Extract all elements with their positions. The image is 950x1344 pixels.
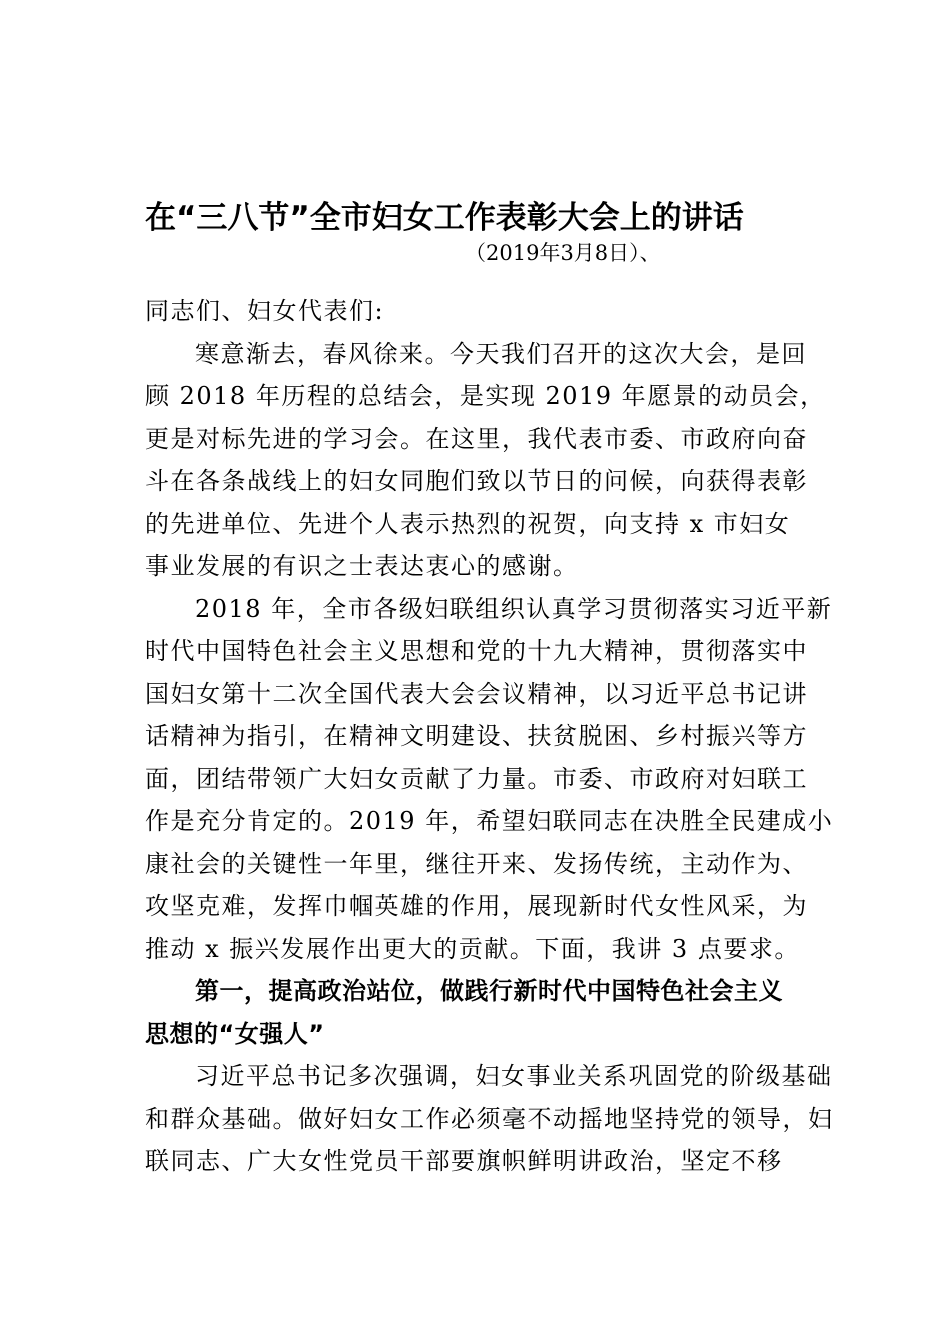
paragraph-review <box>145 588 834 971</box>
paragraph-line: 的先进单位、先进个人表示热烈的祝贺，向支持 x 市妇女 <box>145 509 791 538</box>
heading-line: 第一，提高政治站位，做践行新时代中国特色社会主义 <box>195 977 783 1005</box>
paragraph-politics <box>145 1055 834 1183</box>
document-title: 在“三八节”全市妇女工作表彰大会上的讲话 <box>145 200 744 236</box>
heading-line: 思想的“女强人” <box>145 1019 325 1048</box>
paragraph-opening <box>145 333 825 588</box>
paragraph-line: 事业发展的有识之士表达衷心的感谢。 <box>145 552 579 580</box>
paragraph-line: 寒意渐去，春风徐来。今天我们召开的这次大会，是回 <box>195 339 807 368</box>
paragraph-line: 习近平总书记多次强调，妇女事业关系巩固党的阶级基础 <box>195 1062 833 1090</box>
paragraph-line: 作是充分肯定的。2019 年，希望妇联同志在决胜全民建成小 <box>145 807 834 835</box>
document-date: （2019年3月8日）、 <box>465 241 661 265</box>
paragraph-line: 康社会的关键性一年里，继往开来、发扬传统，主动作为、 <box>145 849 808 878</box>
paragraph-line: 更是对标先进的学习会。在这里，我代表市委、市政府向奋 <box>145 424 808 453</box>
paragraph-line: 面，团结带领广大妇女贡献了力量。市委、市政府对妇联工 <box>145 764 808 793</box>
paragraph-line: 时代中国特色社会主义思想和党的十九大精神，贯彻落实中 <box>145 637 808 665</box>
paragraph-line: 推动 x 振兴发展作出更大的贡献。下面，我讲 3 点要求。 <box>145 934 800 963</box>
paragraph-line: 话精神为指引，在精神文明建设、扶贫脱困、乡村振兴等方 <box>145 722 808 750</box>
paragraph-line: 攻坚克难，发挥巾帼英雄的作用，展现新时代女性风采，为 <box>145 892 808 920</box>
paragraph-line: 斗在各条战线上的妇女同胞们致以节日的问候，向获得表彰 <box>145 467 808 495</box>
section-heading-first <box>145 970 825 1055</box>
document-body <box>145 290 834 1183</box>
paragraph-line: 和群众基础。做好妇女工作必须毫不动摇地坚持党的领导，妇 <box>145 1104 834 1133</box>
salutation: 同志们、妇女代表们: <box>145 297 385 325</box>
paragraph-line: 2018 年，全市各级妇联组织认真学习贯彻落实习近平新 <box>195 594 833 623</box>
paragraph-line: 国妇女第十二次全国代表大会会议精神，以习近平总书记讲 <box>145 679 808 708</box>
paragraph-line: 顾 2018 年历程的总结会，是实现 2019 年愿景的动员会， <box>145 382 826 410</box>
paragraph-line: 联同志、广大女性党员干部要旗帜鲜明讲政治，坚定不移 <box>145 1147 783 1175</box>
